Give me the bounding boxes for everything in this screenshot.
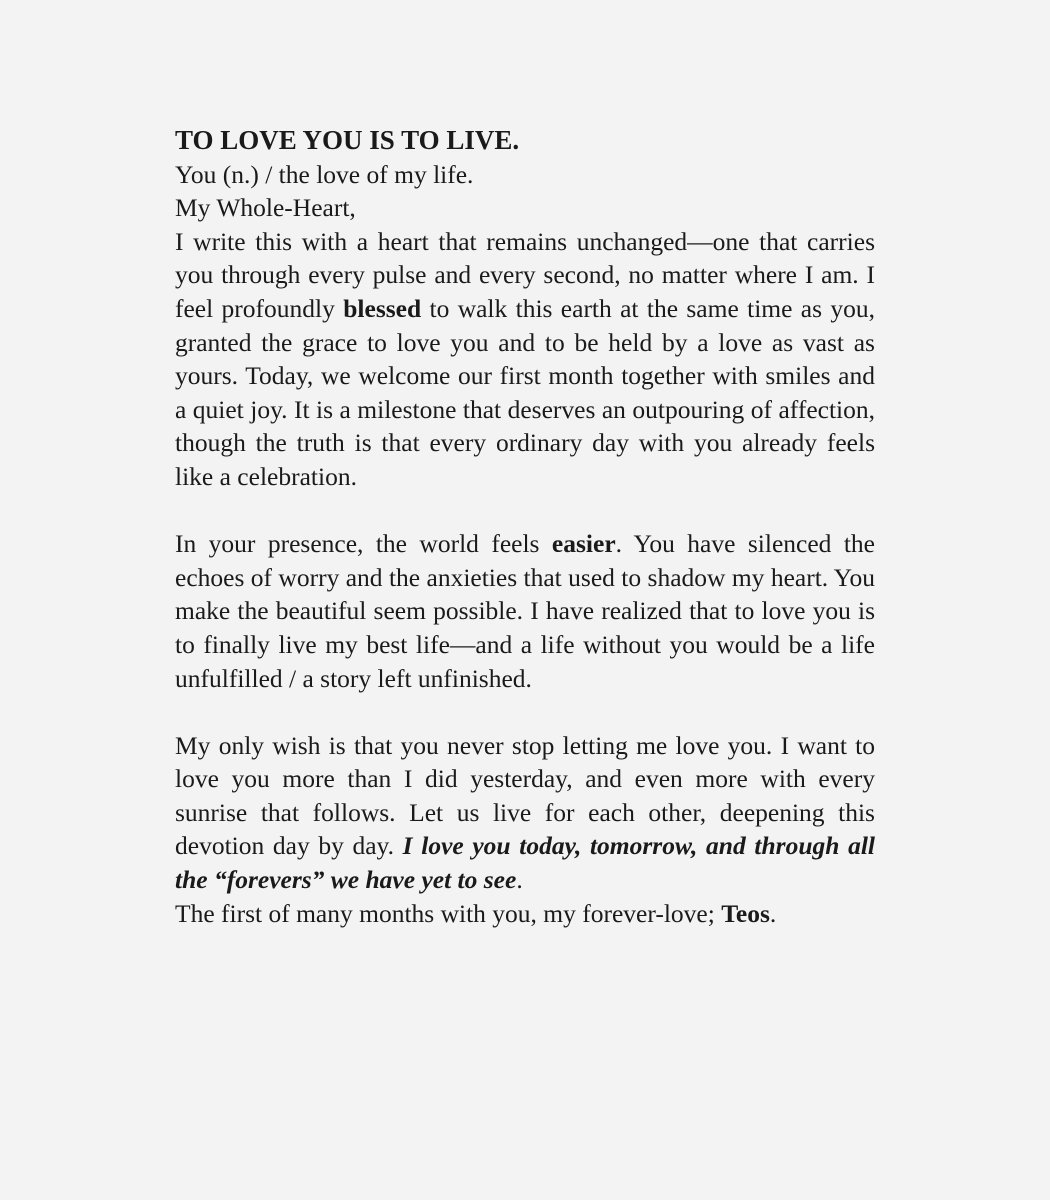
- paragraph-2: [175, 527, 875, 695]
- paragraph-3-text-c: .: [516, 865, 523, 895]
- paragraph-2-text-a: In your presence, the world feels: [175, 529, 552, 559]
- letter: [175, 124, 875, 930]
- paragraph-1-text-a: I write this with a heart that remains unchanged—one that carries you through every pulse and every second, no matter where I am. I feel profoundly: [175, 226, 875, 323]
- paragraph-1: [175, 225, 875, 494]
- paragraph-1-text-c: to walk this earth at the same time as you, granted the grace to love you and to be held by a love as vast as yours. Today, we welcome our first month together with smiles and a quiet joy. It is a milestone that deserves an outpouring of affection, though the truth is that every ordinary day with you already feels like a celebration.: [175, 293, 875, 491]
- letter-subtitle: You (n.) / the love of my life.: [175, 159, 474, 189]
- paragraph-1-bold-word: blessed: [343, 293, 422, 323]
- letter-title: TO LOVE YOU IS TO LIVE.: [175, 125, 520, 155]
- paragraph-2-bold-word: easier: [551, 529, 616, 559]
- paragraph-3-text-a: My only wish is that you never stop letting me love you. I want to love you more than I did yesterday, and even more with every sunrise that follows. Let us live for each other, deepening this devotion day by day.: [175, 730, 875, 861]
- paragraph-3: [175, 729, 875, 897]
- closing-period: .: [769, 898, 777, 928]
- paragraph-2-text-c: . You have silenced the echoes of worry and the anxieties that used to shadow my heart. You make the beautiful seem possible. I have realized that to love you is to finally live my best life—and a life without you would be a life unfulfilled / a story left unfinished.: [175, 529, 875, 693]
- salutation: My Whole-Heart,: [175, 193, 356, 223]
- closing-text: The first of many months with you, my forever-love;: [175, 898, 722, 928]
- paragraph-3-bold-italic: I love you today, tomorrow, and through all the “forevers” we have yet to see: [175, 831, 876, 895]
- closing-line: [175, 897, 875, 931]
- signature-name: Teos: [721, 898, 770, 928]
